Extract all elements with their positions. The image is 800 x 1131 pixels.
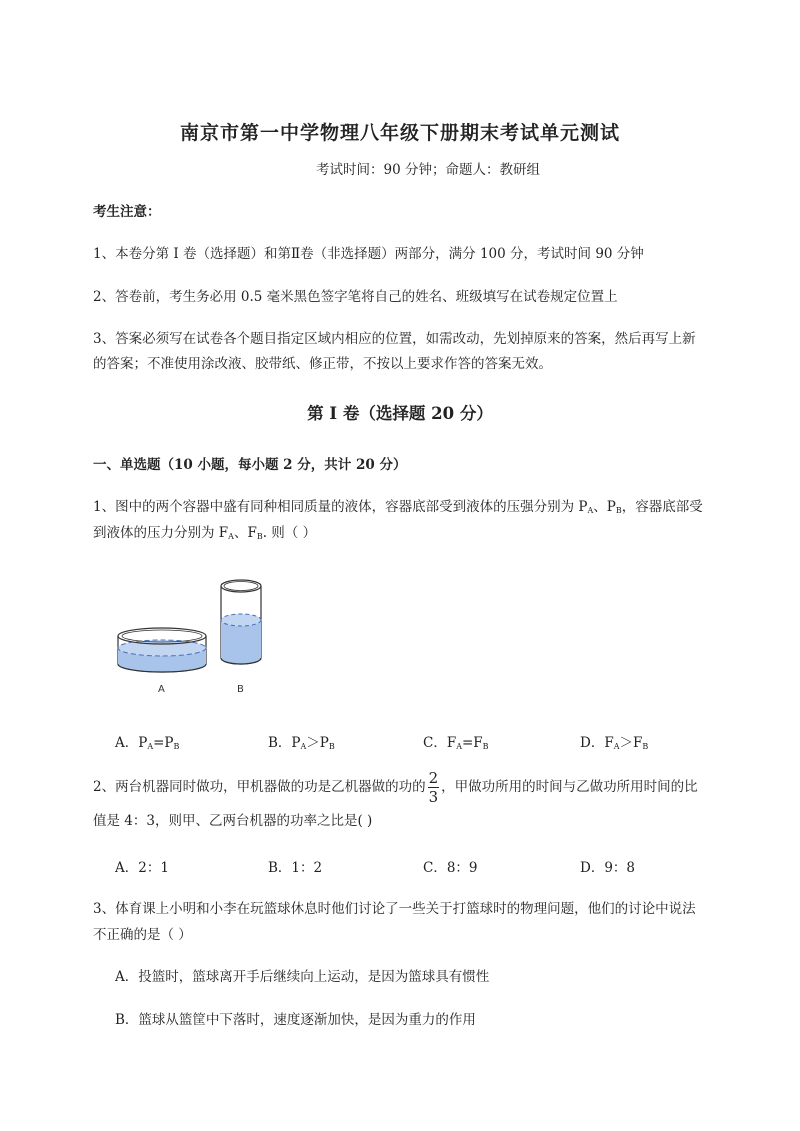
q3-line-2: 不正确的是（ ） (93, 927, 192, 943)
notice-item-3: 3、答案必须写在试卷各个题目指定区域内相应的位置，如需改动，先划掉原来的答案，然后再写上新 (93, 331, 696, 347)
exam-subtitle: 考试时间：90 分钟；命题人：教研组 (316, 162, 540, 178)
page-title: 南京市第一中学物理八年级下册期末考试单元测试 (179, 122, 620, 144)
q3-option-b[interactable]: B．篮球从篮筐中下落时，速度逐渐加快，是因为重力的作用 (115, 1012, 476, 1028)
q2-option-d[interactable]: D．9：8 (580, 860, 636, 876)
q2-option-b[interactable]: B．1：2 (268, 860, 323, 876)
notice-item-3-cont: 的答案；不准使用涂改液、胶带纸、修正带，不按以上要求作答的答案无效。 (93, 356, 552, 372)
q2-option-c[interactable]: C．8：9 (423, 860, 478, 876)
container-a-figure (118, 628, 206, 672)
label-b: B (237, 684, 244, 695)
container-b-figure (221, 580, 261, 664)
q1-option-c[interactable]: C．$F_A=F_B$ (423, 735, 489, 751)
label-a: A (158, 684, 165, 695)
q1-line-1: 1、图中的两个容器中盛有同种相同质量的液体，容器底部受到液体的压强分别为 $P_A$、$P_B$，容器底部受 (93, 499, 703, 515)
notice-item-1: 1、本卷分第 I 卷（选择题）和第Ⅱ卷（非选择题）两部分，满分 100 分，考试时间 90 分钟 (93, 246, 644, 262)
q1-line-2: 到液体的压力分别为 $F_A$、$F_B$. 则（ ） (93, 525, 317, 541)
q1-option-a[interactable]: A．$P_A=P_B$ (115, 735, 180, 751)
two-thirds-fraction: $\frac{2}{3}$ (428, 768, 439, 806)
notice-heading: 考生注意： (93, 204, 161, 220)
q3-line-1: 3、体育课上小明和小李在玩篮球休息时他们讨论了一些关于打篮球时的物理问题，他们的讨论中说法 (93, 901, 696, 917)
containers-figure (110, 570, 280, 700)
q3-option-a[interactable]: A．投篮时，篮球离开手后继续向上运动，是因为篮球具有惯性 (115, 969, 490, 985)
q2-line-1: 2、两台机器同时做功，甲机器做的功是乙机器做的功的 $\frac{2}{3}$ ，甲做功所用的时间与乙做功所用时间的比 (93, 768, 698, 806)
q1-option-d[interactable]: D．$F_A>F_B$ (580, 735, 649, 751)
section-title: 第 I 卷（选择题 20 分） (307, 404, 493, 423)
q2-option-a[interactable]: A．2：1 (115, 860, 169, 876)
q2-line-2: 值是 4：3，则甲、乙两台机器的功率之比是( ) (93, 813, 373, 829)
q1-option-b[interactable]: B．$P_A>P_B$ (268, 735, 335, 751)
part-title: 一、单选题（10 小题，每小题 2 分，共计 20 分） (93, 457, 407, 473)
notice-item-2: 2、答卷前，考生务必用 0.5 毫米黑色签字笔将自己的姓名、班级填写在试卷规定位置上 (93, 289, 618, 305)
